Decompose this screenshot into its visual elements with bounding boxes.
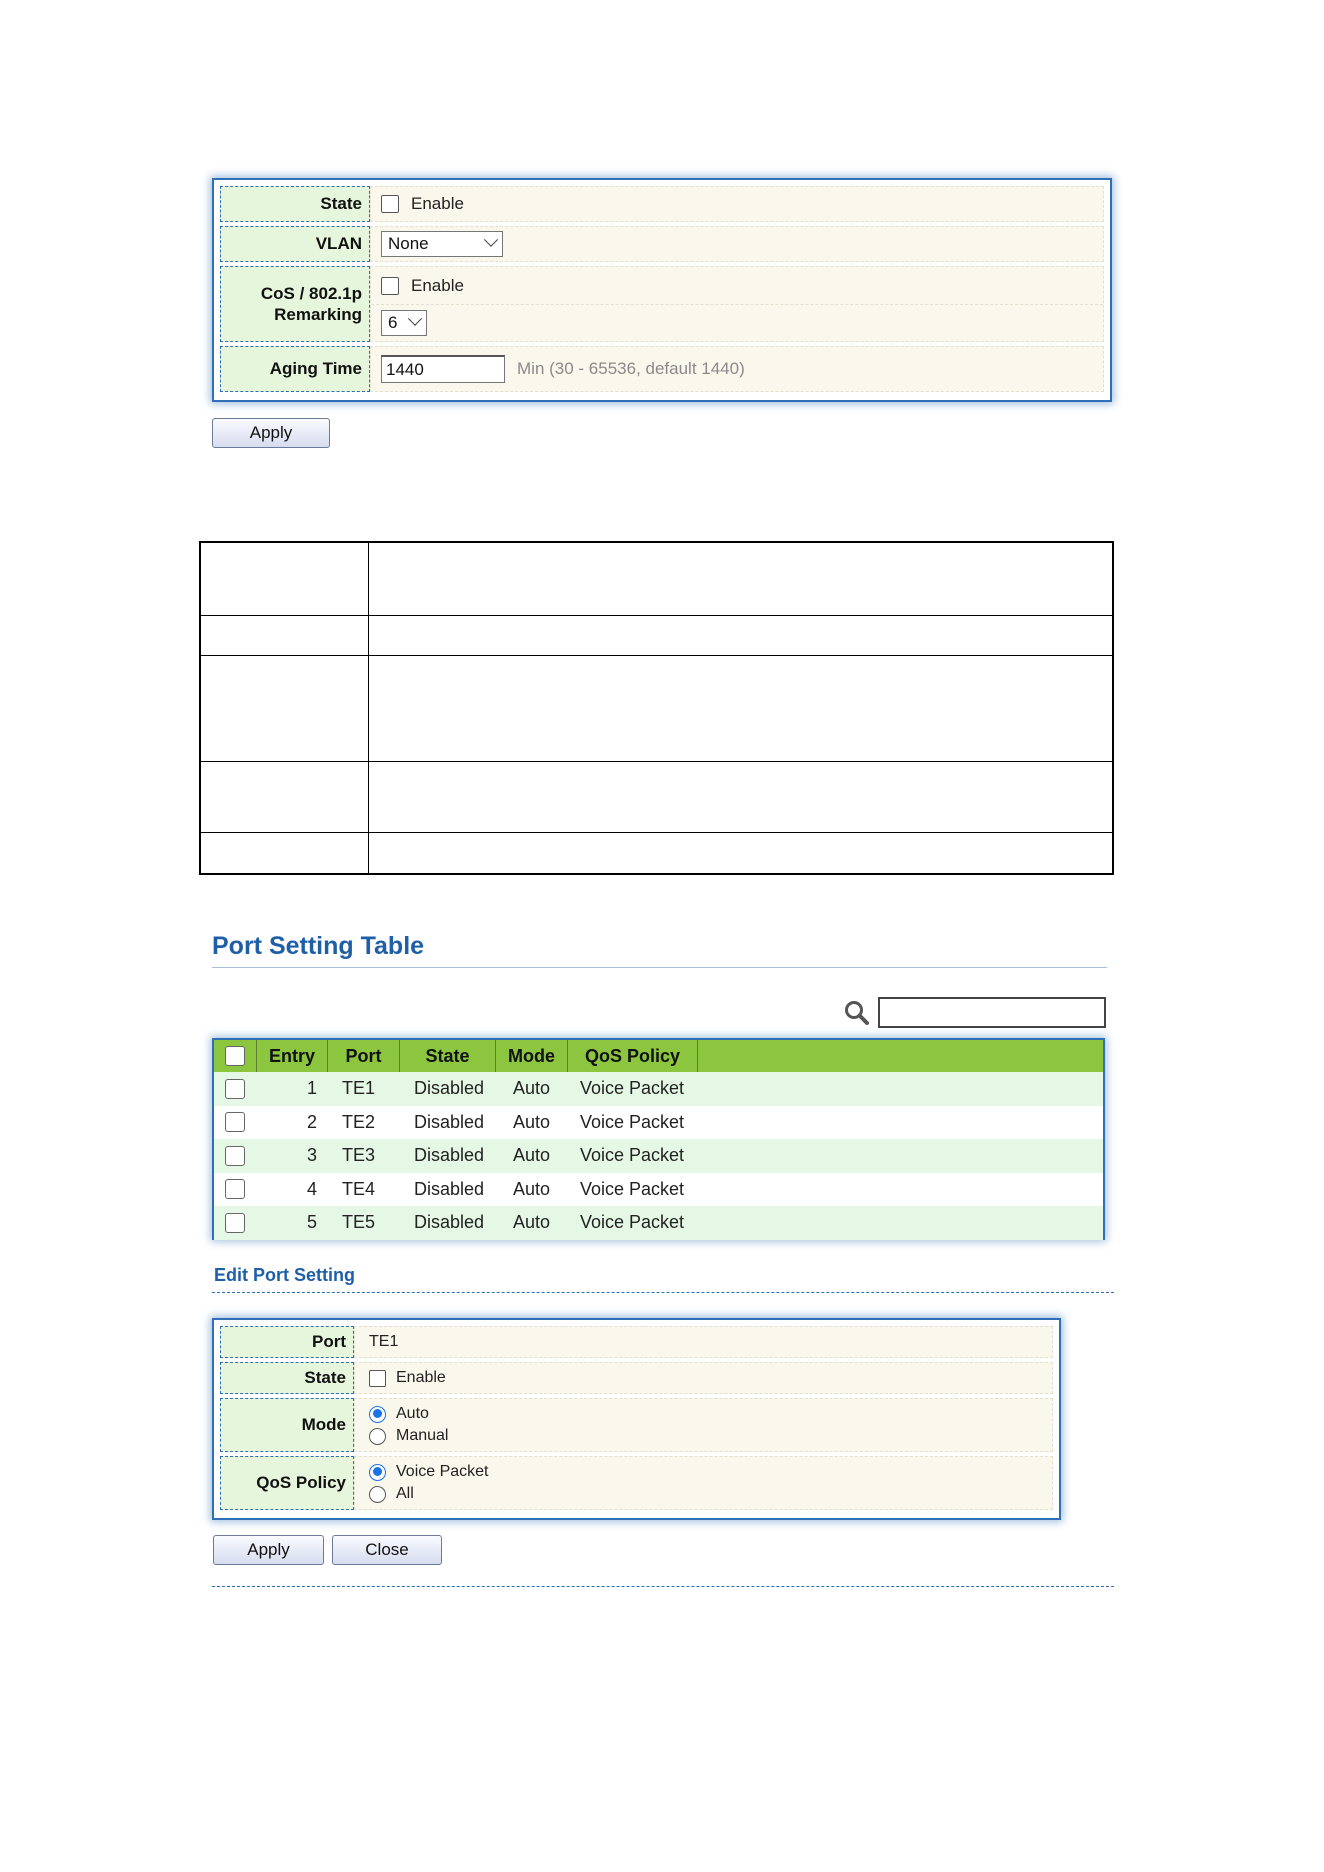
row-checkbox[interactable] [225,1079,245,1099]
search-icon[interactable] [843,999,871,1027]
port-label: Port [220,1326,354,1358]
select-all-checkbox[interactable] [225,1046,245,1066]
table-row[interactable] [214,1072,1103,1106]
table-row[interactable] [214,1106,1103,1140]
column-header-qos-policy[interactable]: QoS Policy [568,1040,698,1072]
table-row[interactable] [214,1139,1103,1173]
edit-state-enable-label: Enable [396,1369,446,1386]
cell-port: TE3 [342,1145,376,1166]
cell-qos-policy: Voice Packet [580,1212,685,1233]
edit-state-enable-checkbox[interactable] [369,1370,386,1387]
cell-mode: Auto [513,1178,551,1199]
chevron-down-icon [484,233,498,247]
close-button[interactable]: Close [332,1535,442,1565]
cell-mode: Auto [513,1145,551,1166]
cell-entry: 1 [306,1078,317,1099]
voice-vlan-settings-panel [212,178,1112,402]
cell-qos-policy: Voice Packet [580,1178,685,1199]
cell-port: TE5 [342,1212,376,1233]
title-divider [212,967,1107,968]
cos-enable-checkbox[interactable] [381,277,399,295]
row-checkbox[interactable] [225,1213,245,1233]
cell-state: Disabled [414,1178,485,1199]
cell-state: Disabled [414,1145,485,1166]
state-label: State [220,1362,354,1394]
vlan-select[interactable] [381,231,503,257]
qos-voice-packet-option[interactable]: Voice Packet [369,1461,489,1483]
port-setting-table-title: Port Setting Table [212,932,425,960]
mode-auto-option[interactable]: Auto [369,1403,429,1425]
cell-entry: 2 [306,1111,317,1132]
mode-label: Mode [220,1398,354,1452]
state-label: State [220,186,370,222]
column-header-mode[interactable]: Mode [496,1040,568,1072]
chevron-down-icon [408,312,422,326]
qos-policy-row [220,1456,1053,1510]
mode-manual-option[interactable]: Manual [369,1425,448,1447]
cos-remarking-row [220,266,1104,342]
mode-auto-radio[interactable] [369,1406,386,1423]
table-row[interactable] [214,1206,1103,1240]
vlan-selected-value: None [388,234,429,253]
search-input[interactable] [878,997,1106,1028]
cell-entry: 3 [306,1145,317,1166]
cell-mode: Auto [513,1212,551,1233]
cell-mode: Auto [513,1111,551,1132]
cell-qos-policy: Voice Packet [580,1145,685,1166]
state-enable-checkbox[interactable] [381,195,399,213]
cell-state: Disabled [414,1111,485,1132]
aging-time-label: Aging Time [220,346,370,392]
cell-qos-policy: Voice Packet [580,1078,685,1099]
cell-port: TE4 [342,1178,376,1199]
edit-port-setting-panel [212,1318,1061,1520]
aging-time-input[interactable] [381,355,505,383]
cos-remarking-label: CoS / 802.1p Remarking [220,266,370,342]
apply-button[interactable]: Apply [212,418,330,448]
column-header-port[interactable]: Port [328,1040,400,1072]
cos-value-select[interactable] [381,310,427,336]
port-value: TE1 [369,1333,399,1350]
vlan-label: VLAN [220,226,370,262]
cell-state: Disabled [414,1212,485,1233]
cell-state: Disabled [414,1078,485,1099]
cos-selected-value: 6 [388,313,398,332]
cos-enable-label: Enable [411,275,464,295]
qos-all-option[interactable]: All [369,1483,414,1505]
qos-all-radio[interactable] [369,1486,386,1503]
cell-entry: 5 [306,1212,317,1233]
aging-time-hint: Min (30 - 65536, default 1440) [517,359,745,378]
column-header-state[interactable]: State [400,1040,496,1072]
table-row[interactable] [214,1173,1103,1207]
mode-row [220,1398,1053,1452]
state-row [220,186,1104,222]
cell-qos-policy: Voice Packet [580,1111,685,1132]
mode-manual-radio[interactable] [369,1428,386,1445]
table-header [214,1040,1103,1072]
qos-voice-packet-radio[interactable] [369,1464,386,1481]
port-row [220,1326,1053,1358]
qos-policy-label: QoS Policy [220,1456,354,1510]
edit-apply-button[interactable]: Apply [213,1535,324,1565]
state-row [220,1362,1053,1394]
cell-port: TE2 [342,1111,376,1132]
port-setting-table [212,1038,1105,1240]
section-top-divider [212,1292,1114,1293]
edit-port-setting-title: Edit Port Setting [214,1265,355,1285]
row-checkbox[interactable] [225,1146,245,1166]
description-table [199,541,1114,875]
section-bottom-divider [212,1586,1114,1587]
column-header-entry[interactable]: Entry [257,1040,328,1072]
vlan-row [220,226,1104,262]
cell-entry: 4 [306,1178,317,1199]
row-checkbox[interactable] [225,1179,245,1199]
state-enable-label: Enable [411,194,464,213]
aging-time-row [220,346,1104,392]
row-checkbox[interactable] [225,1112,245,1132]
cell-port: TE1 [342,1078,376,1099]
cell-mode: Auto [513,1078,551,1099]
